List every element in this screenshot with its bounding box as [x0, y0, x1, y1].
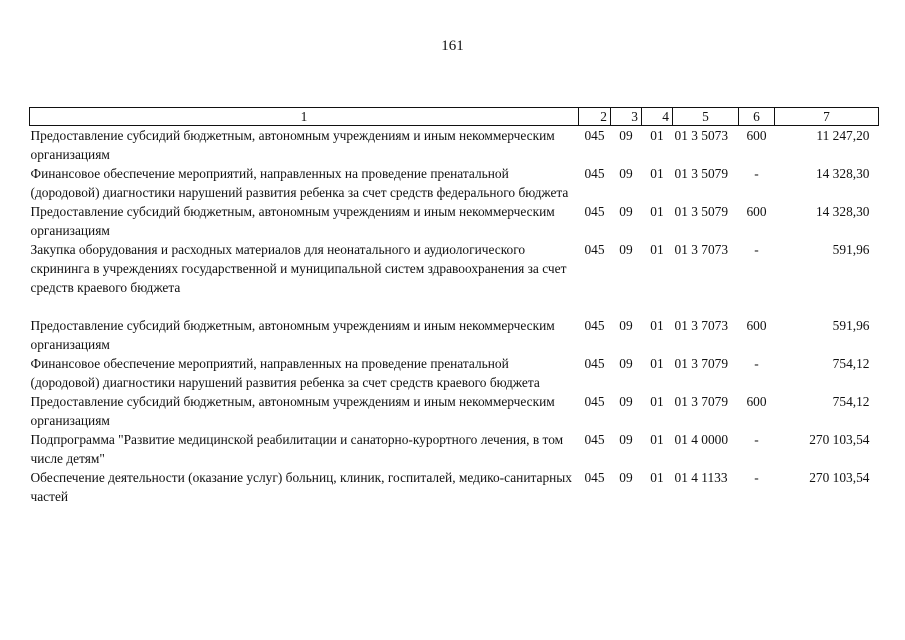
- table-row: [30, 126, 879, 165]
- row-section: 09: [619, 356, 633, 371]
- row-amount: 754,12: [832, 356, 870, 371]
- row-amount: 14 328,30: [815, 166, 870, 181]
- row-name: Предоставление субсидий бюджетным, автономным учреждениям и иным некоммерческим организациям: [30, 128, 555, 162]
- row-expense-type: 600: [746, 394, 767, 409]
- row-target-article: 01 3 7079: [674, 356, 729, 371]
- row-amount: 14 328,30: [815, 204, 870, 219]
- row-subsection: 01: [650, 128, 664, 143]
- row-amount: 754,12: [832, 394, 870, 409]
- row-subsection: 01: [650, 318, 664, 333]
- row-amount: 270 103,54: [809, 432, 870, 447]
- row-name: Предоставление субсидий бюджетным, автономным учреждениям и иным некоммерческим организациям: [30, 318, 555, 352]
- table-row: [30, 316, 879, 354]
- table-header-row: [30, 108, 879, 126]
- row-name: Финансовое обеспечение мероприятий, направленных на проведение пренатальной (дородовой) диагностики нарушений развития ребенка за счет средств краевого бюджета: [30, 356, 540, 390]
- column-header-amount: 7: [775, 108, 879, 126]
- row-section: 09: [619, 318, 633, 333]
- row-subsection: 01: [650, 394, 664, 409]
- column-header-target-article: 5: [673, 108, 739, 126]
- row-grbs: 045: [584, 166, 605, 181]
- row-expense-type: -: [754, 432, 759, 447]
- row-subsection: 01: [650, 470, 664, 485]
- row-subsection: 01: [650, 242, 664, 257]
- row-grbs: 045: [584, 128, 605, 143]
- row-expense-type: -: [754, 470, 759, 485]
- row-target-article: 01 3 7073: [674, 242, 729, 257]
- row-subsection: 01: [650, 356, 664, 371]
- page-number: 161: [441, 38, 464, 54]
- table-row: [30, 202, 879, 240]
- row-grbs: 045: [584, 432, 605, 447]
- row-expense-type: 600: [746, 204, 767, 219]
- row-section: 09: [619, 394, 633, 409]
- row-section: 09: [619, 128, 633, 143]
- row-expense-type: -: [754, 166, 759, 181]
- row-name: Подпрограмма "Развитие медицинской реабилитации и санаторно-курортного лечения, в том числе детям": [30, 432, 564, 466]
- column-header-expense-type: 6: [739, 108, 775, 126]
- column-header-grbs: 2: [579, 108, 611, 126]
- table-row: [30, 240, 879, 316]
- row-target-article: 01 3 7079: [674, 394, 729, 409]
- row-amount: 270 103,54: [809, 470, 870, 485]
- table-row: [30, 392, 879, 430]
- row-name: Закупка оборудования и расходных материалов для неонатального и аудиологического скрининга в учреждениях государственной и муниципальной систем здравоохранения за счет средств краевого бюджета: [30, 242, 567, 295]
- row-expense-type: -: [754, 242, 759, 257]
- budget-table: [29, 107, 879, 506]
- row-grbs: 045: [584, 394, 605, 409]
- row-amount: 591,96: [832, 318, 870, 333]
- table-row: [30, 468, 879, 506]
- row-amount: 11 247,20: [816, 128, 870, 143]
- row-subsection: 01: [650, 432, 664, 447]
- row-target-article: 01 4 1133: [674, 470, 728, 485]
- row-expense-type: 600: [746, 128, 767, 143]
- row-grbs: 045: [584, 204, 605, 219]
- row-name: Предоставление субсидий бюджетным, автономным учреждениям и иным некоммерческим организациям: [30, 394, 555, 428]
- row-grbs: 045: [584, 242, 605, 257]
- row-target-article: 01 3 5079: [674, 204, 729, 219]
- row-subsection: 01: [650, 204, 664, 219]
- row-target-article: 01 3 7073: [674, 318, 729, 333]
- row-section: 09: [619, 470, 633, 485]
- row-target-article: 01 3 5073: [674, 128, 729, 143]
- row-grbs: 045: [584, 356, 605, 371]
- row-expense-type: -: [754, 356, 759, 371]
- row-expense-type: 600: [746, 318, 767, 333]
- row-section: 09: [619, 242, 633, 257]
- row-section: 09: [619, 432, 633, 447]
- row-target-article: 01 4 0000: [674, 432, 729, 447]
- table-row: [30, 354, 879, 392]
- row-target-article: 01 3 5079: [674, 166, 729, 181]
- row-grbs: 045: [584, 470, 605, 485]
- column-header-subsection: 4: [642, 108, 673, 126]
- row-section: 09: [619, 204, 633, 219]
- column-header-section: 3: [611, 108, 642, 126]
- table-row: [30, 164, 879, 202]
- row-name: Обеспечение деятельности (оказание услуг) больниц, клиник, госпиталей, медико-санитарных частей: [30, 470, 573, 504]
- row-subsection: 01: [650, 166, 664, 181]
- row-amount: 591,96: [832, 242, 870, 257]
- row-name: Финансовое обеспечение мероприятий, направленных на проведение пренатальной (дородовой) диагностики нарушений развития ребенка за счет средств федерального бюджета: [30, 166, 569, 200]
- row-name: Предоставление субсидий бюджетным, автономным учреждениям и иным некоммерческим организациям: [30, 204, 555, 238]
- row-section: 09: [619, 166, 633, 181]
- table-row: [30, 430, 879, 468]
- column-header-name: 1: [30, 108, 579, 126]
- row-grbs: 045: [584, 318, 605, 333]
